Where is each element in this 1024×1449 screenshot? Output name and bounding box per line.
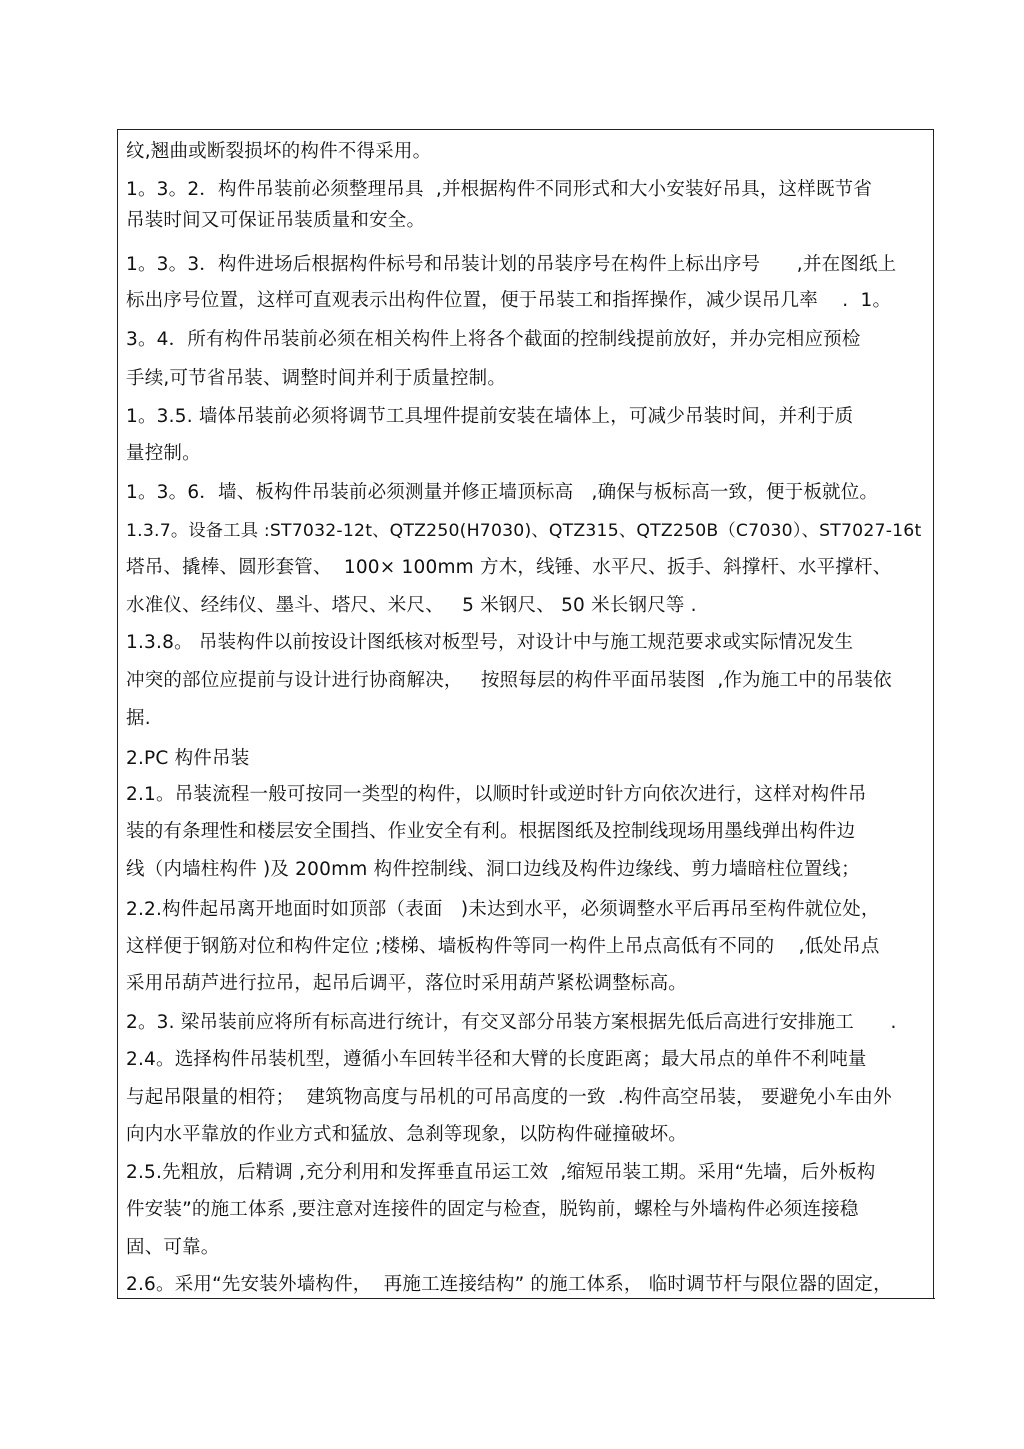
table-bottom-border — [117, 1298, 935, 1299]
text-line: 线（内墙柱构件 )及 200mm 构件控制线、洞口边线及构件边缘线、剪力墙暗柱位置线； — [126, 859, 860, 880]
text-line: 2.5.先粗放，后精调 ,充分利用和发挥垂直吊运工效 ,缩短吊装工期。采用“先墙，后外板构 — [126, 1162, 876, 1183]
text-line: 1.3.7。设备工具 :ST7032-12t、QTZ250(H7030)、QTZ315、QTZ250B（C7030）、ST7027-16t — [126, 521, 922, 541]
text-line: 2.4。选择构件吊装机型，遵循小车回转半径和大臂的长度距离；最大吊点的单件不利吨量 — [126, 1049, 867, 1070]
text-line: 1。3。2．构件吊装前必须整理吊具 ,并根据构件不同形式和大小安装好吊具，这样既节省 — [126, 179, 873, 200]
text-line: 件安装”的施工体系 ,要注意对连接件的固定与检查，脱钩前，螺栓与外墙构件必须连接稳 — [126, 1199, 859, 1220]
text-line: 与起吊限量的相符； 建筑物高度与吊机的可吊高度的一致 .构件高空吊装， 要避免小车由外 — [126, 1087, 892, 1108]
text-line: 向内水平靠放的作业方式和猛放、急刹等现象，以防构件碰撞破坏。 — [126, 1124, 688, 1145]
text-line: 手续,可节省吊装、调整时间并利于质量控制。 — [126, 368, 507, 389]
text-line: 1。3.5. 墙体吊装前必须将调节工具埋件提前安装在墙体上，可减少吊装时间，并利于质 — [126, 406, 854, 427]
text-line: 塔吊、撬棒、圆形套管、 100× 100mm 方木，线锤、水平尺、扳手、斜撑杆、水平撑杆、 — [126, 557, 892, 578]
text-line: 吊装时间又可保证吊装质量和安全。 — [126, 210, 426, 231]
text-line: 量控制。 — [126, 443, 201, 464]
text-line: 1.3.8。 吊装构件以前按设计图纸核对板型号，对设计中与施工规范要求或实际情况发生 — [126, 632, 854, 653]
text-line: 固、可靠。 — [126, 1237, 220, 1258]
text-line: 装的有条理性和楼层安全围挡、作业安全有利。根据图纸及控制线现场用墨线弹出构件边 — [126, 821, 856, 842]
text-line: 据. — [126, 708, 151, 729]
text-line: 冲突的部位应提前与设计进行协商解决， 按照每层的构件平面吊装图 ,作为施工中的吊装依 — [126, 670, 892, 691]
text-line: 2。3. 梁吊装前应将所有标高进行统计，有交叉部分吊装方案根据先低后高进行安排施工 . — [126, 1012, 897, 1033]
text-line: 纹,翘曲或断裂损坏的构件不得采用。 — [126, 141, 432, 162]
text-line: 3。4．所有构件吊装前必须在相关构件上将各个截面的控制线提前放好，并办完相应预检 — [126, 329, 861, 350]
text-line: 采用吊葫芦进行拉吊，起吊后调平，落位时采用葫芦紧松调整标高。 — [126, 973, 688, 994]
text-line: 标出序号位置，这样可直观表示出构件位置，便于吊装工和指挥操作，减少误吊几率 . 1。 — [126, 290, 892, 311]
text-line: 1。3。3．构件进场后根据构件标号和吊装计划的吊装序号在构件上标出序号 ,并在图纸上 — [126, 254, 897, 275]
text-line: 这样便于钢筋对位和构件定位 ;楼梯、墙板构件等同一构件上吊点高低有不同的 ,低处吊点 — [126, 936, 880, 957]
section-heading: 2.PC 构件吊装 — [126, 748, 250, 769]
text-line: 水准仪、经纬仪、墨斗、塔尺、米尺、 5 米钢尺、 50 米长钢尺等 . — [126, 595, 697, 616]
text-line: 1。3。6．墙、板构件吊装前必须测量并修正墙顶标高 ,确保与板标高一致，便于板就位。 — [126, 482, 879, 503]
text-line: 2.2.构件起吊离开地面时如顶部（表面 )未达到水平，必须调整水平后再吊至构件就位处， — [126, 899, 880, 920]
text-line: 2.1。吊装流程一般可按同一类型的构件，以顺时针或逆时针方向依次进行，这样对构件吊 — [126, 784, 867, 805]
text-line: 2.6。采用“先安装外墙构件， 再施工连接结构” 的施工体系， 临时调节杆与限位器的固定， — [126, 1274, 892, 1295]
document-table-cell — [117, 129, 934, 1299]
